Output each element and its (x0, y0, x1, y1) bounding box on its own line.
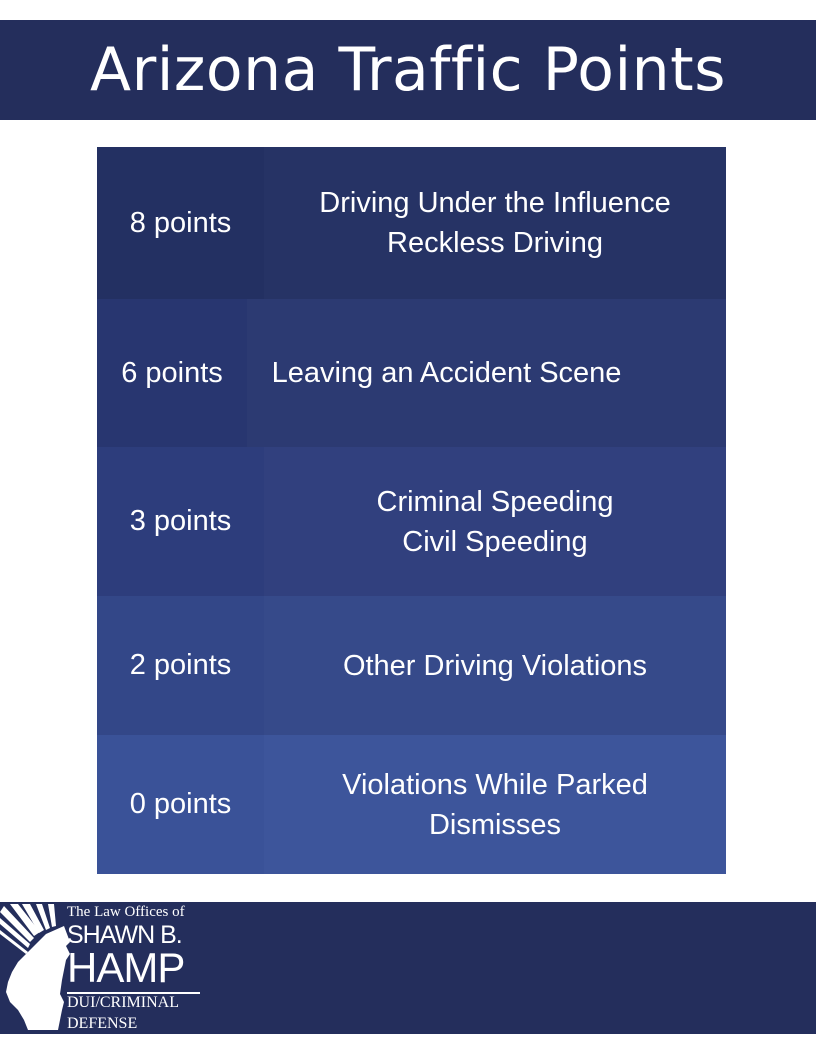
page-title: Arizona Traffic Points (90, 35, 726, 105)
violation-line: Reckless Driving (387, 227, 603, 259)
points-cell: 8 points (97, 147, 264, 299)
violation-cell (264, 596, 726, 735)
violation-cell (264, 735, 726, 874)
violation-cell (264, 447, 726, 596)
violation-line: Other Driving Violations (342, 649, 648, 682)
violation-line: Leaving an Accident Scene (271, 357, 622, 389)
logo-line-name: SHAWN B. (67, 921, 182, 949)
violation-cell (264, 147, 726, 299)
violation-line: Dismisses (428, 808, 562, 841)
table-row (97, 735, 726, 874)
points-cell: 2 points (97, 596, 264, 735)
points-cell: 0 points (97, 735, 264, 874)
logo-line-defense: DEFENSE (67, 1015, 138, 1032)
points-cell: 6 points (97, 299, 247, 447)
table-row (97, 147, 726, 299)
points-table (97, 147, 726, 874)
table-row (97, 447, 726, 596)
violation-line: Civil Speeding (402, 525, 588, 558)
violation-line: Driving Under the Influence (319, 187, 671, 219)
logo-line-practice: DUI/CRIMINAL (67, 994, 179, 1011)
violation-line: Criminal Speeding (376, 485, 614, 518)
violation-cell (247, 299, 726, 447)
footer-banner (0, 902, 816, 1034)
violation-line: Violations While Parked (342, 768, 648, 801)
firm-logo (0, 902, 210, 1034)
table-row (97, 596, 726, 735)
logo-line-surname: HAMP (67, 944, 185, 991)
points-cell: 3 points (97, 447, 264, 596)
logo-line-firm: The Law Offices of (67, 904, 185, 920)
table-row (97, 299, 726, 447)
title-banner (0, 20, 816, 120)
